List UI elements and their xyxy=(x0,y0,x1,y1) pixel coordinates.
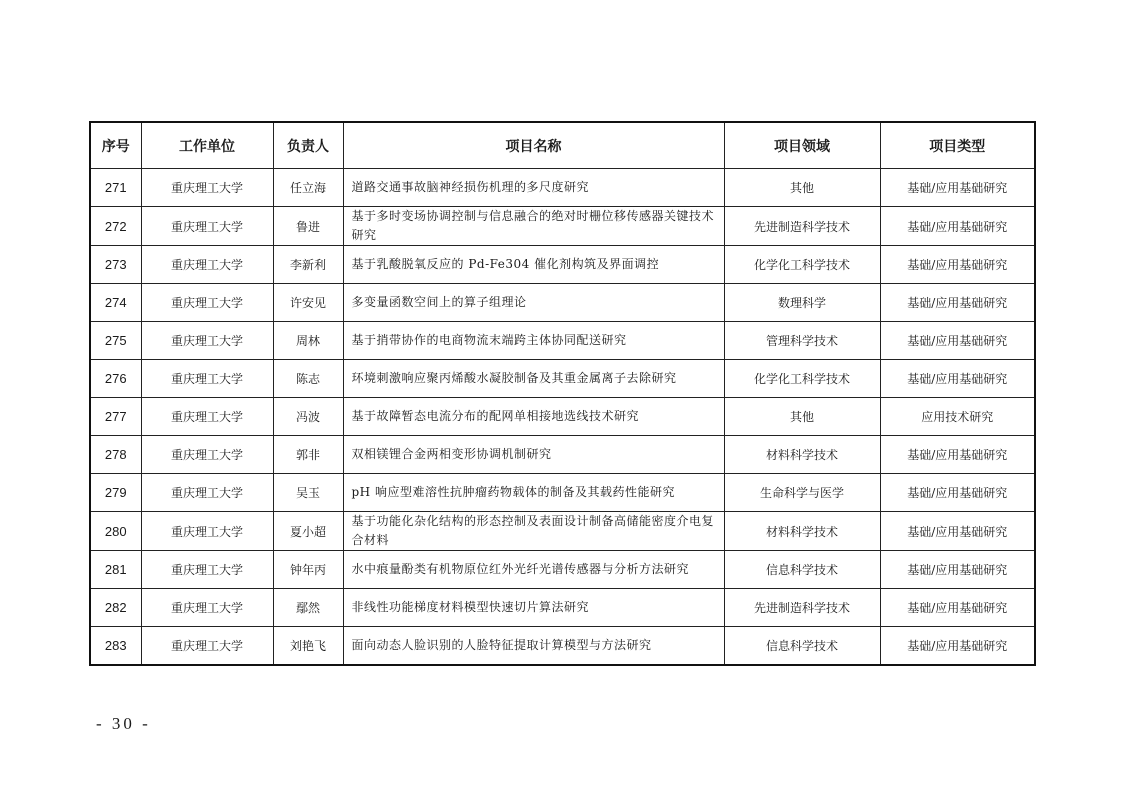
cell-field: 先进制造科学技术 xyxy=(724,589,880,627)
cell-project-name: 基于功能化杂化结构的形态控制及表面设计制备高储能密度介电复合材料 xyxy=(343,512,724,551)
table-row xyxy=(90,169,1035,207)
table-row xyxy=(90,551,1035,589)
cell-field: 信息科学技术 xyxy=(724,551,880,589)
cell-index: 281 xyxy=(90,551,141,589)
cell-unit: 重庆理工大学 xyxy=(141,551,273,589)
cell-lead: 钟年丙 xyxy=(273,551,343,589)
cell-type: 基础/应用基础研究 xyxy=(880,436,1035,474)
header-type: 项目类型 xyxy=(880,122,1035,169)
cell-lead: 鲁进 xyxy=(273,207,343,246)
table-row xyxy=(90,246,1035,284)
cell-project-name: 面向动态人脸识别的人脸特征提取计算模型与方法研究 xyxy=(343,627,724,666)
cell-field: 材料科学技术 xyxy=(724,436,880,474)
cell-type: 基础/应用基础研究 xyxy=(880,474,1035,512)
cell-field: 材料科学技术 xyxy=(724,512,880,551)
cell-unit: 重庆理工大学 xyxy=(141,207,273,246)
cell-index: 278 xyxy=(90,436,141,474)
cell-unit: 重庆理工大学 xyxy=(141,284,273,322)
cell-index: 283 xyxy=(90,627,141,666)
header-field: 项目领域 xyxy=(724,122,880,169)
cell-unit: 重庆理工大学 xyxy=(141,436,273,474)
cell-field: 其他 xyxy=(724,398,880,436)
header-index: 序号 xyxy=(90,122,141,169)
cell-project-name: 基于故障暂态电流分布的配网单相接地选线技术研究 xyxy=(343,398,724,436)
cell-unit: 重庆理工大学 xyxy=(141,589,273,627)
cell-type: 基础/应用基础研究 xyxy=(880,322,1035,360)
cell-type: 基础/应用基础研究 xyxy=(880,551,1035,589)
cell-index: 274 xyxy=(90,284,141,322)
cell-lead: 刘艳飞 xyxy=(273,627,343,666)
table-row xyxy=(90,589,1035,627)
cell-unit: 重庆理工大学 xyxy=(141,627,273,666)
cell-index: 273 xyxy=(90,246,141,284)
cell-field: 管理科学技术 xyxy=(724,322,880,360)
table-row xyxy=(90,398,1035,436)
header-lead: 负责人 xyxy=(273,122,343,169)
cell-project-name: 基于多时变场协调控制与信息融合的绝对时栅位移传感器关键技术研究 xyxy=(343,207,724,246)
cell-project-name: 多变量函数空间上的算子组理论 xyxy=(343,284,724,322)
cell-project-name: pH 响应型难溶性抗肿瘤药物载体的制备及其载药性能研究 xyxy=(343,474,724,512)
cell-unit: 重庆理工大学 xyxy=(141,246,273,284)
cell-lead: 许安见 xyxy=(273,284,343,322)
cell-lead: 吴玉 xyxy=(273,474,343,512)
table-row xyxy=(90,512,1035,551)
cell-lead: 郭非 xyxy=(273,436,343,474)
cell-type: 基础/应用基础研究 xyxy=(880,246,1035,284)
cell-project-name: 双相镁锂合金两相变形协调机制研究 xyxy=(343,436,724,474)
cell-project-name: 道路交通事故脑神经损伤机理的多尺度研究 xyxy=(343,169,724,207)
cell-lead: 夏小超 xyxy=(273,512,343,551)
cell-type: 基础/应用基础研究 xyxy=(880,284,1035,322)
cell-project-name: 基于乳酸脱氧反应的 Pd-Fe304 催化剂构筑及界面调控 xyxy=(343,246,724,284)
cell-unit: 重庆理工大学 xyxy=(141,322,273,360)
cell-index: 276 xyxy=(90,360,141,398)
table-row xyxy=(90,360,1035,398)
cell-field: 其他 xyxy=(724,169,880,207)
header-unit: 工作单位 xyxy=(141,122,273,169)
cell-index: 277 xyxy=(90,398,141,436)
cell-field: 先进制造科学技术 xyxy=(724,207,880,246)
cell-index: 275 xyxy=(90,322,141,360)
cell-index: 282 xyxy=(90,589,141,627)
cell-lead: 冯波 xyxy=(273,398,343,436)
table-row xyxy=(90,284,1035,322)
cell-index: 279 xyxy=(90,474,141,512)
cell-index: 272 xyxy=(90,207,141,246)
cell-type: 应用技术研究 xyxy=(880,398,1035,436)
table-row xyxy=(90,207,1035,246)
cell-unit: 重庆理工大学 xyxy=(141,398,273,436)
cell-unit: 重庆理工大学 xyxy=(141,169,273,207)
table-row xyxy=(90,322,1035,360)
cell-project-name: 水中痕量酚类有机物原位红外光纤光谱传感器与分析方法研究 xyxy=(343,551,724,589)
table-row xyxy=(90,436,1035,474)
cell-index: 271 xyxy=(90,169,141,207)
project-table xyxy=(89,121,1036,666)
cell-project-name: 非线性功能梯度材料模型快速切片算法研究 xyxy=(343,589,724,627)
cell-lead: 任立海 xyxy=(273,169,343,207)
cell-field: 化学化工科学技术 xyxy=(724,360,880,398)
table-row xyxy=(90,474,1035,512)
page-number: - 30 - xyxy=(96,714,151,733)
cell-project-name: 基于捎带协作的电商物流末端跨主体协同配送研究 xyxy=(343,322,724,360)
cell-unit: 重庆理工大学 xyxy=(141,512,273,551)
header-project-name: 项目名称 xyxy=(343,122,724,169)
cell-type: 基础/应用基础研究 xyxy=(880,512,1035,551)
cell-unit: 重庆理工大学 xyxy=(141,360,273,398)
cell-type: 基础/应用基础研究 xyxy=(880,207,1035,246)
cell-type: 基础/应用基础研究 xyxy=(880,360,1035,398)
table-row xyxy=(90,627,1035,666)
cell-type: 基础/应用基础研究 xyxy=(880,169,1035,207)
cell-lead: 鄢然 xyxy=(273,589,343,627)
cell-project-name: 环境刺激响应聚丙烯酸水凝胶制备及其重金属离子去除研究 xyxy=(343,360,724,398)
cell-field: 数理科学 xyxy=(724,284,880,322)
cell-unit: 重庆理工大学 xyxy=(141,474,273,512)
cell-field: 信息科学技术 xyxy=(724,627,880,666)
header-row xyxy=(90,122,1035,169)
cell-index: 280 xyxy=(90,512,141,551)
cell-field: 生命科学与医学 xyxy=(724,474,880,512)
cell-field: 化学化工科学技术 xyxy=(724,246,880,284)
cell-lead: 周林 xyxy=(273,322,343,360)
cell-lead: 李新利 xyxy=(273,246,343,284)
cell-type: 基础/应用基础研究 xyxy=(880,627,1035,666)
cell-lead: 陈志 xyxy=(273,360,343,398)
cell-type: 基础/应用基础研究 xyxy=(880,589,1035,627)
